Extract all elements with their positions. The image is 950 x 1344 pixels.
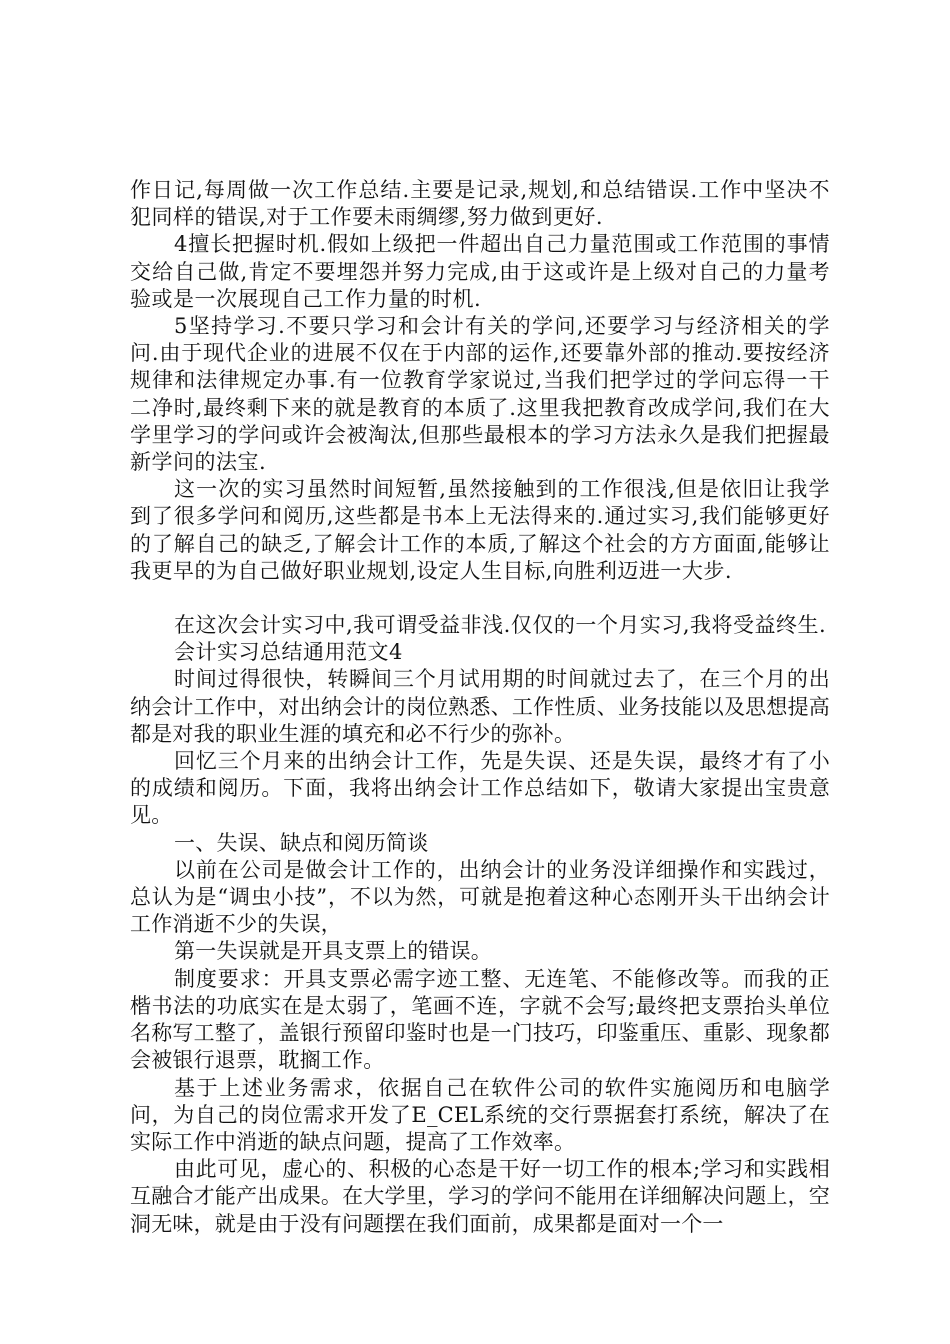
paragraph-system-development: 基于上述业务需求，依据自己在软件公司的软件实施阅历和电脑学问，为自己的岗位需求开发了E_CEL系统的交行票据套打系统，解决了在实际工作中消逝的缺点问题，提高了工作效率。	[130, 1075, 830, 1154]
section-heading-sample-4: 会计实习总结通用范文4	[174, 640, 403, 665]
paragraph-conclusion: 由此可见，虚心的、积极的心态是干好一切工作的根本;学习和实践相互融合才能产出成果。在大学里，学习的学问不能用在详细解决问题上，空洞无味，就是由于没有问题摆在我们面前，成果都是面对一个一	[130, 1157, 830, 1236]
paragraph-keep-learning: 5坚持学习.不要只学习和会计有关的学问,还要学习与经济相关的学问.由于现代企业的进展不仅在于内部的运作,还要靠外部的推动.要按经济规律和法律规定办事.有一位教育学家说过,当我们把学过的学问忘得一干二净时,最终剩下来的就是教育的本质了.这里我把教育改成学问,我们在大学里学习的学问或许会被淘汰,但那些最根本的学习方法永久是我们把握最新学问的法宝.	[130, 314, 830, 475]
paragraph-benefit: 在这次会计实习中,我可谓受益非浅.仅仅的一个月实习,我将受益终生.	[174, 613, 827, 638]
paragraph-recall: 回忆三个月来的出纳会计工作，先是失误、还是失误，最终才有了小的成绩和阅历。下面，我将出纳会计工作总结如下，敬请大家提出宝贵意见。	[130, 749, 830, 828]
paragraph-rules: 制度要求：开具支票必需字迹工整、无连笔、不能修改等。而我的正楷书法的功底实在是太弱了，笔画不连，字就不会写;最终把支票抬头单位名称写工整了，盖银行预留印鉴时也是一门技巧，印鉴重压、重影、现象都会被银行退票，耽搁工作。	[130, 966, 830, 1073]
paragraph-work-diary: 作日记,每周做一次工作总结.主要是记录,规划,和总结错误.工作中坚决不犯同样的错误,对于工作要未雨绸缪,努力做到更好.	[130, 178, 830, 230]
document-body	[130, 177, 830, 1238]
paragraph-previous-work: 以前在公司是做会计工作的，出纳会计的业务没详细操作和实践过，总认为是“调虫小技”，不以为然，可就是抱着这种心态刚开头干出纳会计工作消逝不少的失误，	[130, 857, 830, 937]
paragraph-first-mistake: 第一失误就是开具支票上的错误。	[174, 939, 492, 964]
paragraph-probation: 时间过得很快，转瞬间三个月试用期的时间就过去了，在三个月的出纳会计工作中，对出纳会计的岗位熟悉、工作性质、业务技能以及思想提高都是对我的职业生涯的填充和必不行少的弥补。	[130, 667, 830, 746]
paragraph-timing: 4擅长把握时机.假如上级把一件超出自己力量范围或工作范围的事情交给自己做,肯定不要埋怨并努力完成,由于这或许是上级对自己的力量考验或是一次展现自己工作力量的时机.	[130, 232, 830, 311]
paragraph-internship-summary: 这一次的实习虽然时间短暂,虽然接触到的工作很浅,但是依旧让我学到了很多学问和阅历,这些都是书本上无法得来的.通过实习,我们能够更好的了解自己的缺乏,了解会计工作的本质,了解这个社会的方方面面,能够让我更早的为自己做好职业规划,设定人生目标,向胜利迈进一大步.	[130, 477, 830, 583]
subheading-mistakes: 一、失误、缺点和阅历简谈	[174, 830, 429, 855]
